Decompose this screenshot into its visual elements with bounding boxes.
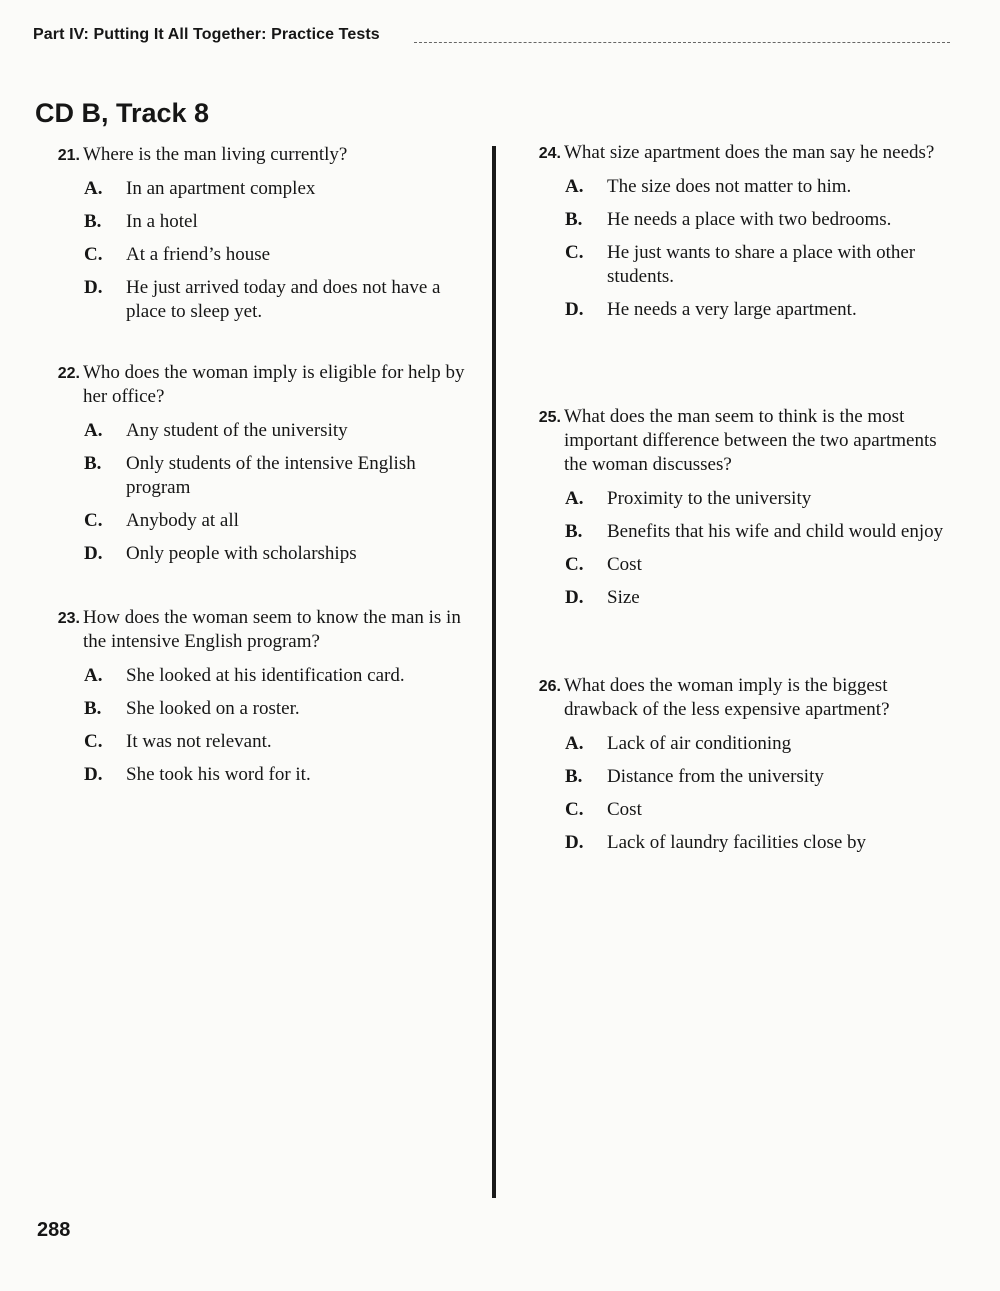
option-letter: A. xyxy=(84,178,103,199)
answer-options xyxy=(47,177,472,324)
option-letter: B. xyxy=(565,209,583,230)
option-c xyxy=(47,730,472,754)
question-25 xyxy=(528,405,958,619)
option-d xyxy=(528,298,958,322)
option-d xyxy=(47,763,472,787)
question-21 xyxy=(47,143,472,333)
option-c xyxy=(528,798,958,822)
option-a xyxy=(528,175,958,199)
option-c xyxy=(47,243,472,267)
option-text: In an apartment complex xyxy=(126,178,316,199)
option-text: He needs a very large apartment. xyxy=(607,299,857,320)
option-text: Any student of the university xyxy=(126,420,348,441)
option-letter: C. xyxy=(84,510,103,531)
option-text: He needs a place with two bedrooms. xyxy=(607,209,892,230)
option-text: Distance from the university xyxy=(607,766,824,787)
option-text: She looked on a roster. xyxy=(126,698,300,719)
answer-options xyxy=(47,664,472,787)
option-letter: D. xyxy=(565,299,584,320)
option-text: It was not relevant. xyxy=(126,731,272,752)
option-text: Lack of air conditioning xyxy=(607,733,792,754)
option-text: The size does not matter to him. xyxy=(607,176,852,197)
option-text: In a hotel xyxy=(126,211,198,232)
option-letter: B. xyxy=(84,211,102,232)
option-letter: D. xyxy=(565,832,584,853)
option-d xyxy=(528,586,958,610)
option-text: She looked at his identification card. xyxy=(126,665,405,686)
question-text: Where is the man living currently? xyxy=(83,144,348,165)
question-number: 22. xyxy=(57,365,80,382)
answer-options xyxy=(528,487,958,610)
option-text: Proximity to the university xyxy=(607,488,812,509)
answer-options xyxy=(528,732,958,855)
column-divider xyxy=(492,146,496,1198)
option-a xyxy=(528,732,958,756)
question-24 xyxy=(528,141,958,331)
question-number: 26. xyxy=(538,678,561,695)
option-c xyxy=(528,553,958,577)
option-b xyxy=(47,697,472,721)
option-letter: B. xyxy=(84,453,102,474)
option-letter: A. xyxy=(565,176,584,197)
question-text: What size apartment does the man say he needs? xyxy=(564,142,935,163)
option-text: Lack of laundry facilities close by xyxy=(607,832,867,853)
option-letter: D. xyxy=(84,277,103,298)
option-letter: D. xyxy=(84,543,103,564)
option-letter: C. xyxy=(565,242,584,263)
option-b xyxy=(47,452,472,500)
option-letter: C. xyxy=(565,799,584,820)
option-b xyxy=(528,765,958,789)
option-letter: D. xyxy=(565,587,584,608)
option-text: Benefits that his wife and child would enjoy xyxy=(607,521,944,542)
option-letter: B. xyxy=(565,521,583,542)
question-text: Who does the woman imply is eligible for help by her office? xyxy=(83,362,465,407)
answer-options xyxy=(528,175,958,322)
option-text: She took his word for it. xyxy=(126,764,311,785)
running-header: Part IV: Putting It All Together: Practice Tests xyxy=(33,26,380,43)
option-letter: D. xyxy=(84,764,103,785)
option-c xyxy=(528,241,958,289)
header-rule xyxy=(414,42,950,43)
option-d xyxy=(47,542,472,566)
option-text: Size xyxy=(607,587,640,608)
question-text: What does the man seem to think is the most important difference between the two apartments the woman discusses? xyxy=(564,406,937,475)
question-26 xyxy=(528,674,958,864)
answer-options xyxy=(47,419,472,566)
option-letter: A. xyxy=(84,420,103,441)
question-22 xyxy=(47,361,472,575)
option-c xyxy=(47,509,472,533)
option-text: He just arrived today and does not have a place to sleep yet. xyxy=(126,277,441,322)
option-letter: B. xyxy=(84,698,102,719)
page-number: 288 xyxy=(37,1219,71,1241)
option-text: He just wants to share a place with other students. xyxy=(607,242,916,287)
option-text: Only students of the intensive English program xyxy=(126,453,416,498)
question-number: 24. xyxy=(538,145,561,162)
option-text: Anybody at all xyxy=(126,510,239,531)
option-b xyxy=(47,210,472,234)
question-text: What does the woman imply is the biggest drawback of the less expensive apartment? xyxy=(564,675,890,720)
question-number: 23. xyxy=(57,610,80,627)
option-letter: B. xyxy=(565,766,583,787)
option-text: Only people with scholarships xyxy=(126,543,357,564)
option-a xyxy=(47,419,472,443)
option-letter: C. xyxy=(565,554,584,575)
option-letter: C. xyxy=(84,244,103,265)
option-letter: A. xyxy=(565,733,584,754)
option-letter: A. xyxy=(565,488,584,509)
option-a xyxy=(47,664,472,688)
option-letter: A. xyxy=(84,665,103,686)
option-text: At a friend’s house xyxy=(126,244,271,265)
question-number: 21. xyxy=(57,147,80,164)
option-b xyxy=(528,208,958,232)
question-23 xyxy=(47,606,472,796)
option-a xyxy=(47,177,472,201)
option-d xyxy=(528,831,958,855)
option-a xyxy=(528,487,958,511)
option-d xyxy=(47,276,472,324)
section-title: CD B, Track 8 xyxy=(35,98,210,128)
option-b xyxy=(528,520,958,544)
question-text: How does the woman seem to know the man is in the intensive English program? xyxy=(83,607,461,652)
option-text: Cost xyxy=(607,554,642,575)
option-text: Cost xyxy=(607,799,642,820)
option-letter: C. xyxy=(84,731,103,752)
question-number: 25. xyxy=(538,409,561,426)
